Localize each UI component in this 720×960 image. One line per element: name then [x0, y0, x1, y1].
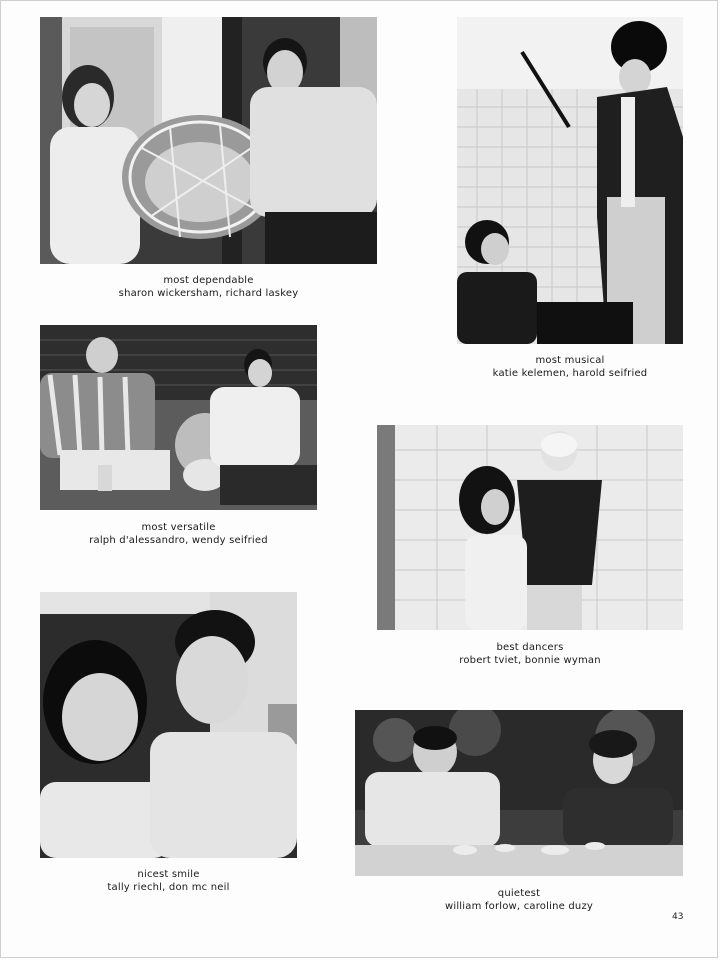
caption-names: katie kelemen, harold seifried — [492, 368, 648, 379]
caption-title: most dependable — [163, 275, 254, 286]
caption-quietest — [355, 887, 683, 913]
caption-title: best dancers — [496, 642, 564, 653]
page-number: 43 — [672, 912, 684, 922]
caption-most-dependable — [40, 274, 377, 300]
caption-names: tally riechl, don mc neil — [107, 882, 230, 893]
caption-names: robert tviet, bonnie wyman — [459, 655, 601, 666]
photo-nicest-smile — [40, 592, 297, 858]
caption-title: quietest — [497, 888, 541, 899]
caption-names: ralph d'alessandro, wendy seifried — [89, 535, 268, 546]
caption-nicest-smile — [40, 868, 297, 894]
caption-title: most versatile — [141, 522, 216, 533]
caption-names: william forlow, caroline duzy — [444, 901, 594, 912]
caption-title: nicest smile — [137, 869, 200, 880]
photo-quietest — [355, 710, 683, 876]
caption-best-dancers — [377, 641, 683, 667]
photo-most-musical — [457, 17, 683, 344]
caption-names: sharon wickersham, richard laskey — [118, 288, 299, 299]
photo-most-versatile — [40, 325, 317, 510]
caption-most-musical — [457, 354, 683, 380]
photo-most-dependable — [40, 17, 377, 264]
photo-best-dancers — [377, 425, 683, 630]
caption-most-versatile — [40, 521, 317, 547]
caption-title: most musical — [535, 355, 605, 366]
